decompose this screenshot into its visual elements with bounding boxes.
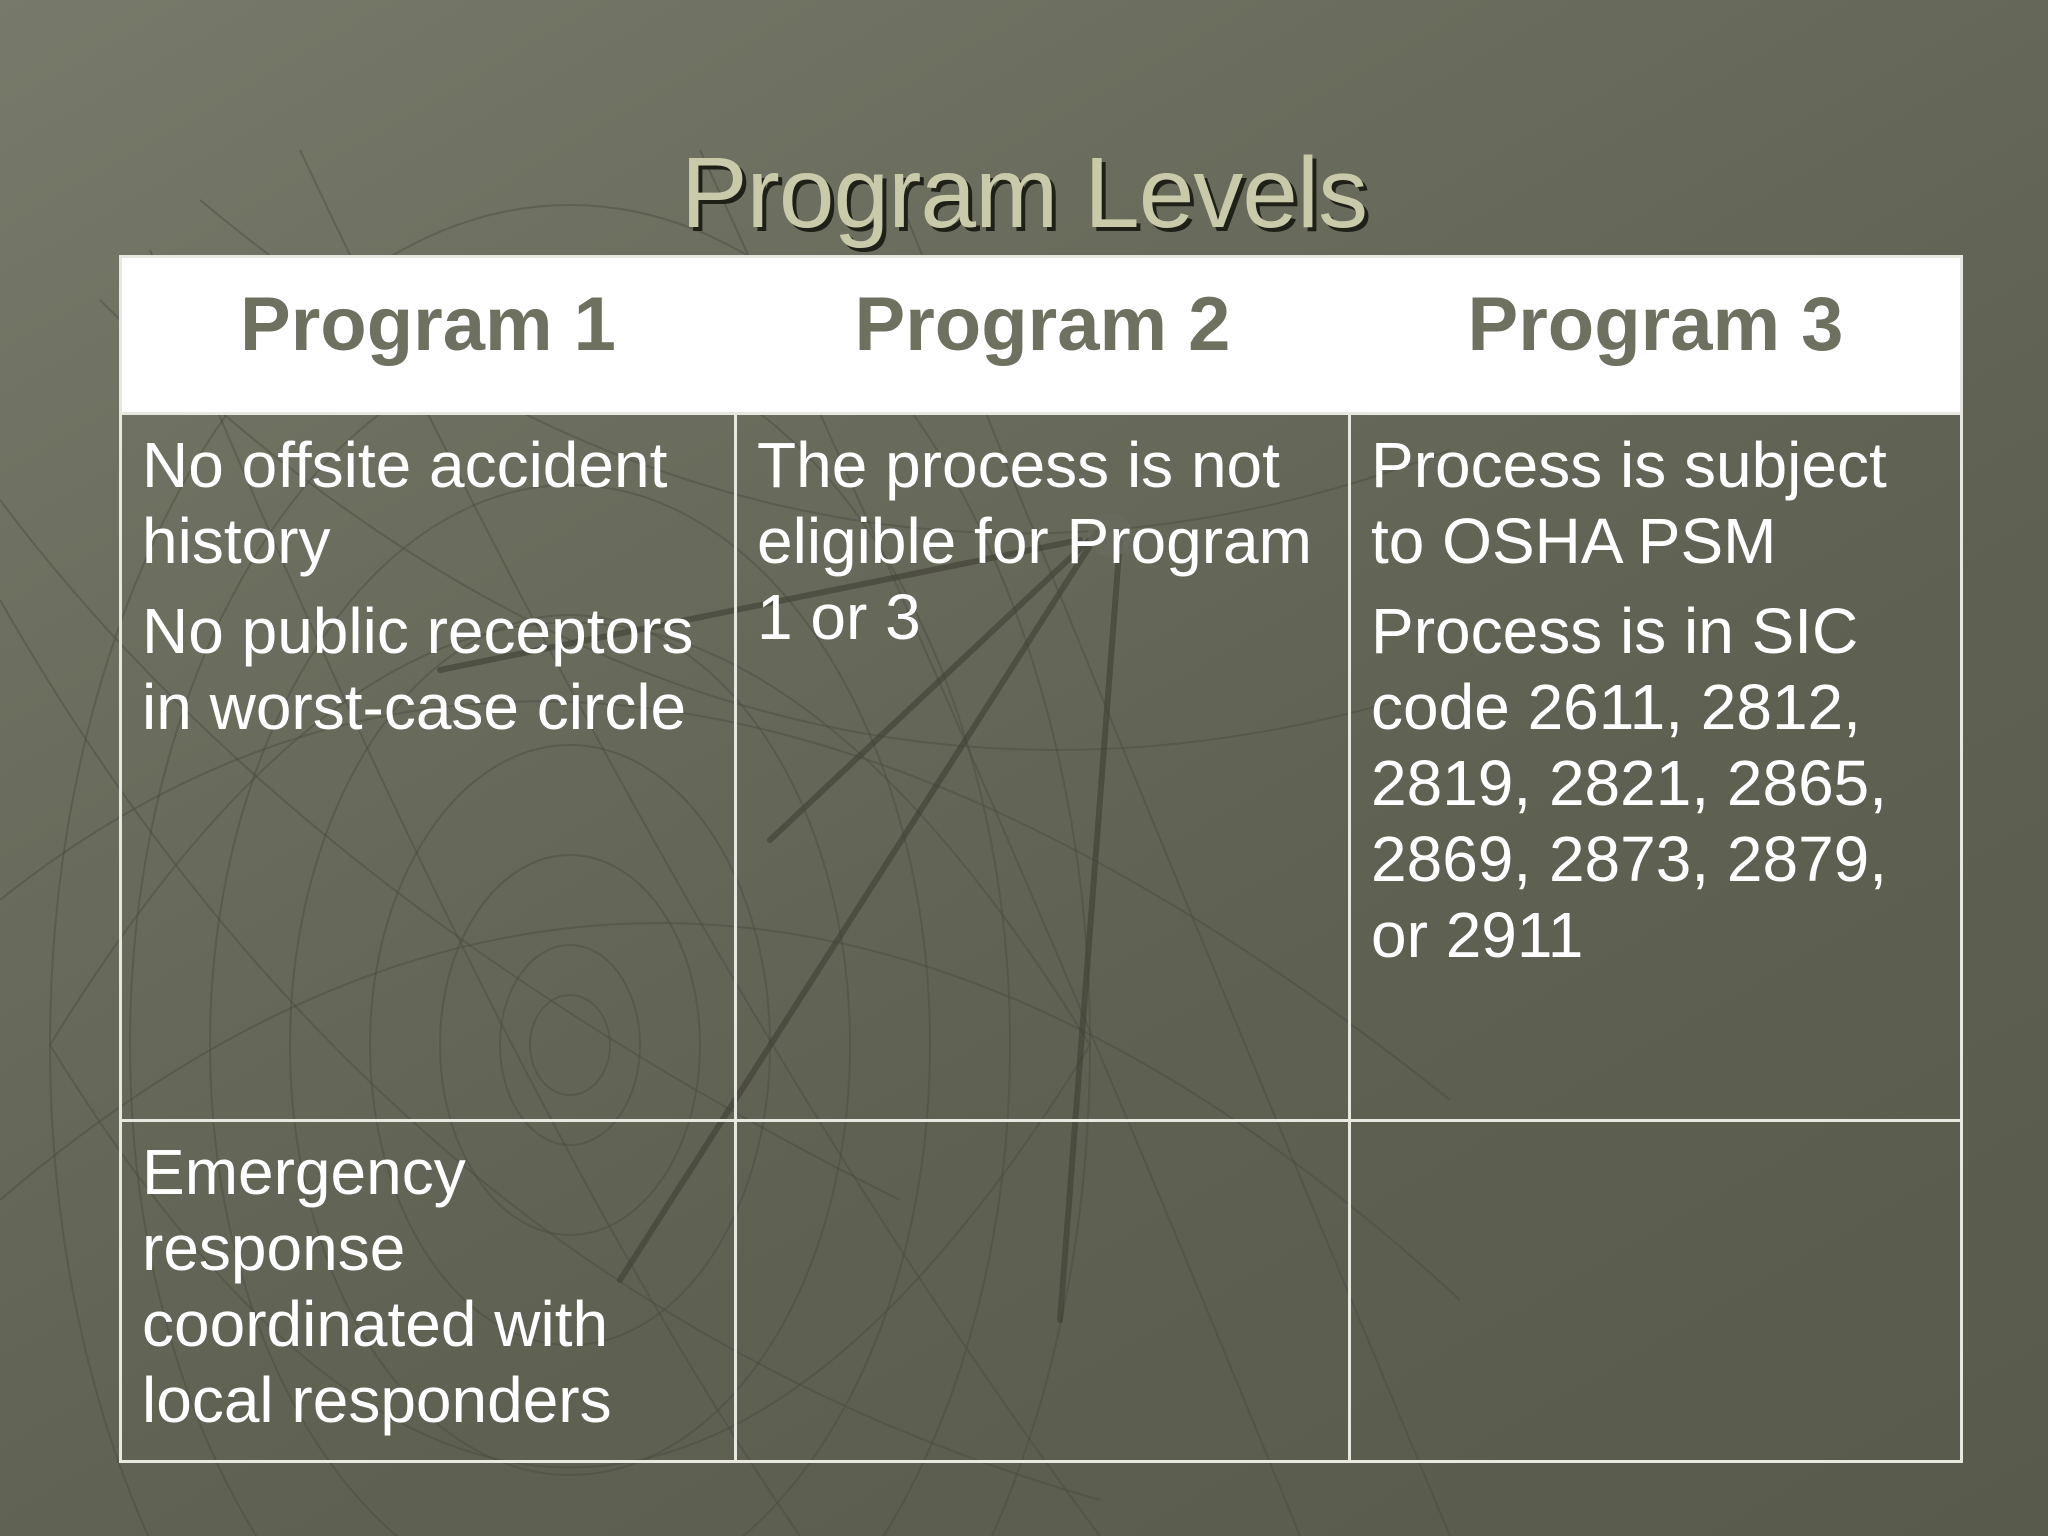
criterion-text: Emergency response coordinated with local responders [142, 1136, 612, 1436]
criterion-text: The process is not eligible for Program 1 or 3 [757, 429, 1312, 653]
slide-title: Program Levels [680, 137, 1368, 249]
table-cell-program-1-criteria [122, 412, 737, 1119]
header-program-3: Program 3 [1351, 258, 1960, 412]
table-cell-program-2-extra [737, 1119, 1351, 1460]
table-cell-program-1-extra [122, 1119, 737, 1460]
criterion-text: No offsite accident history [142, 429, 668, 577]
table-cell-program-3-criteria [1351, 412, 1960, 1119]
table-cell-program-3-extra [1351, 1119, 1960, 1460]
criterion-text: Process is subject to OSHA PSM [1371, 429, 1887, 577]
criterion-text: Process is in SIC code 2611, 2812, 2819, 2821, 2865, 2869, 2873, 2879, or 2911 [1371, 595, 1888, 971]
criterion-text: No public receptors in worst-case circle [142, 595, 694, 743]
table-cell-program-2-criteria [737, 412, 1351, 1119]
header-program-1: Program 1 [122, 258, 737, 412]
header-program-2: Program 2 [737, 258, 1351, 412]
program-levels-table [119, 255, 1963, 1463]
